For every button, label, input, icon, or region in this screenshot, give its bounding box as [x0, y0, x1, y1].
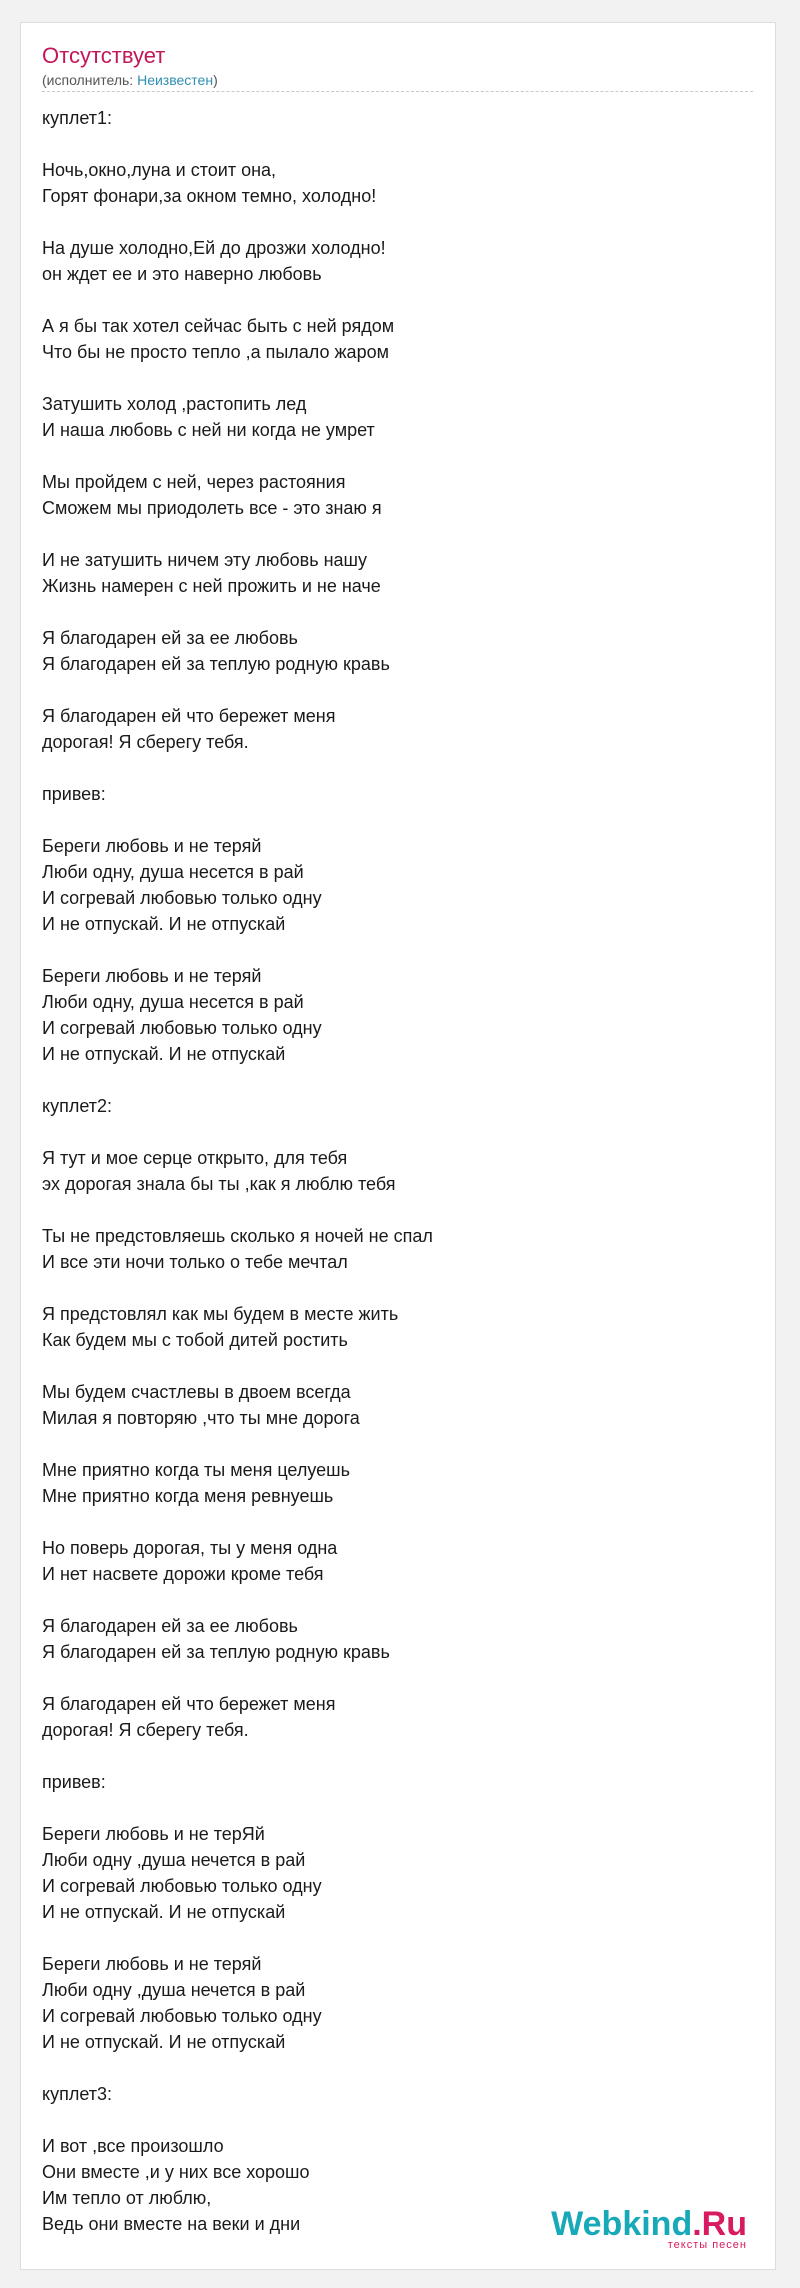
lyric-line: Милая я повторяю ,что ты мне дорога [42, 1408, 360, 1428]
lyric-line: Что бы не просто тепло ,а пылало жаром [42, 342, 389, 362]
lyric-line [42, 443, 742, 469]
lyric-line: Мы будем счастлевы в двоем всегда [42, 1382, 351, 1402]
logo-tagline: тексты песен [667, 2239, 747, 2251]
lyric-line: И наша любовь с ней ни когда не умрет [42, 420, 375, 440]
lyric-line: На душе холодно,Ей до дрозжи холодно! [42, 238, 386, 258]
lyric-line [42, 807, 742, 833]
lyric-line [42, 287, 742, 313]
lyric-line [42, 209, 742, 235]
lyric-line: Береги любовь и не теряй [42, 836, 262, 856]
lyric-line: И не отпускай. И не отпускай [42, 2032, 286, 2052]
lyric-line [42, 2107, 742, 2133]
performer-line [42, 72, 218, 88]
lyric-line [42, 599, 742, 625]
lyric-line: Им тепло от люблю, [42, 2188, 212, 2208]
lyric-line [42, 1067, 742, 1093]
lyric-line: И не отпускай. И не отпускай [42, 1902, 286, 1922]
lyric-line: И не отпускай. И не отпускай [42, 1044, 286, 1064]
lyric-line [42, 1353, 742, 1379]
lyric-line [42, 521, 742, 547]
lyric-line: Горят фонари,за окном темно, холодно! [42, 186, 377, 206]
lyric-line [42, 1431, 742, 1457]
lyric-line: И согревай любовью только одну [42, 2006, 322, 2026]
lyric-line: Береги любовь и не терЯй [42, 1824, 265, 1844]
lyric-line: куплет2: [42, 1096, 112, 1116]
lyric-line: Люби одну, душа несется в рай [42, 992, 304, 1012]
lyric-line [42, 755, 742, 781]
lyric-line: дорогая! Я сберегу тебя. [42, 1720, 249, 1740]
lyric-line: Они вместе ,и у них все хорошо [42, 2162, 310, 2182]
lyric-line: привев: [42, 784, 106, 804]
performer-link[interactable]: Неизвестен [137, 72, 214, 88]
lyric-line: Люби одну ,душа нечется в рай [42, 1850, 306, 1870]
lyric-line: Я тут и мое серце открыто, для тебя [42, 1148, 348, 1168]
lyric-line: Мне приятно когда ты меня целуешь [42, 1460, 350, 1480]
lyric-line: Мне приятно когда меня ревнуешь [42, 1486, 334, 1506]
lyric-line [42, 2055, 742, 2081]
lyric-line: Ночь,окно,луна и стоит она, [42, 160, 277, 180]
lyric-line [42, 677, 742, 703]
performer-suffix: ) [213, 72, 218, 88]
lyric-line: дорогая! Я сберегу тебя. [42, 732, 249, 752]
lyric-line: И вот ,все произошло [42, 2136, 224, 2156]
lyric-line: Мы пройдем с ней, через растояния [42, 472, 346, 492]
lyric-line: Ты не предстовляешь сколько я ночей не спал [42, 1226, 433, 1246]
lyric-line: И согревай любовью только одну [42, 1018, 322, 1038]
header-divider [42, 91, 753, 92]
lyric-line: Я благодарен ей за теплую родную кравь [42, 1642, 390, 1662]
lyric-line: И не отпускай. И не отпускай [42, 914, 286, 934]
lyric-line: Я благодарен ей за ее любовь [42, 1616, 298, 1636]
lyric-line: куплет1: [42, 108, 112, 128]
lyric-line: И согревай любовью только одну [42, 1876, 322, 1896]
lyric-line: Я благодарен ей за ее любовь [42, 628, 298, 648]
lyric-line [42, 1665, 742, 1691]
song-title: Отсутствует [42, 43, 166, 68]
lyric-line: Береги любовь и не теряй [42, 966, 262, 986]
logo-ru: .Ru [692, 2205, 747, 2243]
lyric-line: А я бы так хотел сейчас быть с ней рядом [42, 316, 395, 336]
lyric-line [42, 1275, 742, 1301]
lyric-line: Люби одну, душа несется в рай [42, 862, 304, 882]
lyric-line: И согревай любовью только одну [42, 888, 322, 908]
lyric-line [42, 131, 742, 157]
lyric-line: Жизнь намерен с ней прожить и не наче [42, 576, 381, 596]
lyric-line: И все эти ночи только о тебе мечтал [42, 1252, 348, 1272]
lyric-line: Береги любовь и не теряй [42, 1954, 262, 1974]
lyric-line: Затушить холод ,растопить лед [42, 394, 307, 414]
lyric-line [42, 1587, 742, 1613]
performer-prefix: (исполнитель: [42, 72, 138, 88]
lyric-line [42, 1925, 742, 1951]
logo-webkind: Webkind [551, 2205, 693, 2243]
lyric-line: Но поверь дорогая, ты у меня одна [42, 1538, 338, 1558]
lyric-line [42, 1119, 742, 1145]
lyric-line [42, 1795, 742, 1821]
lyrics-card [20, 22, 776, 2270]
lyric-line: Я благодарен ей что бережет меня [42, 706, 336, 726]
site-logo[interactable] [551, 2207, 747, 2251]
lyric-line: Люби одну ,душа нечется в рай [42, 1980, 306, 2000]
lyric-line: привев: [42, 1772, 106, 1792]
lyric-line: Я благодарен ей что бережет меня [42, 1694, 336, 1714]
lyric-line: он ждет ее и это наверно любовь [42, 264, 322, 284]
lyric-line [42, 365, 742, 391]
lyric-line: И не затушить ничем эту любовь нашу [42, 550, 367, 570]
lyric-line: Я благодарен ей за теплую родную кравь [42, 654, 390, 674]
lyric-line: И нет насвете дорожи кроме тебя [42, 1564, 324, 1584]
lyric-line [42, 1509, 742, 1535]
lyric-line: Ведь они вместе на веки и дни [42, 2214, 301, 2234]
lyric-line [42, 1743, 742, 1769]
lyric-line: эх дорогая знала бы ты ,как я люблю тебя [42, 1174, 396, 1194]
lyric-line [42, 1197, 742, 1223]
lyrics-text [42, 105, 742, 2237]
lyric-line: Как будем мы с тобой дитей ростить [42, 1330, 348, 1350]
lyric-line: Сможем мы приодолеть все - это знаю я [42, 498, 382, 518]
lyric-line: Я предстовлял как мы будем в месте жить [42, 1304, 399, 1324]
lyric-line [42, 937, 742, 963]
lyric-line: куплет3: [42, 2084, 112, 2104]
